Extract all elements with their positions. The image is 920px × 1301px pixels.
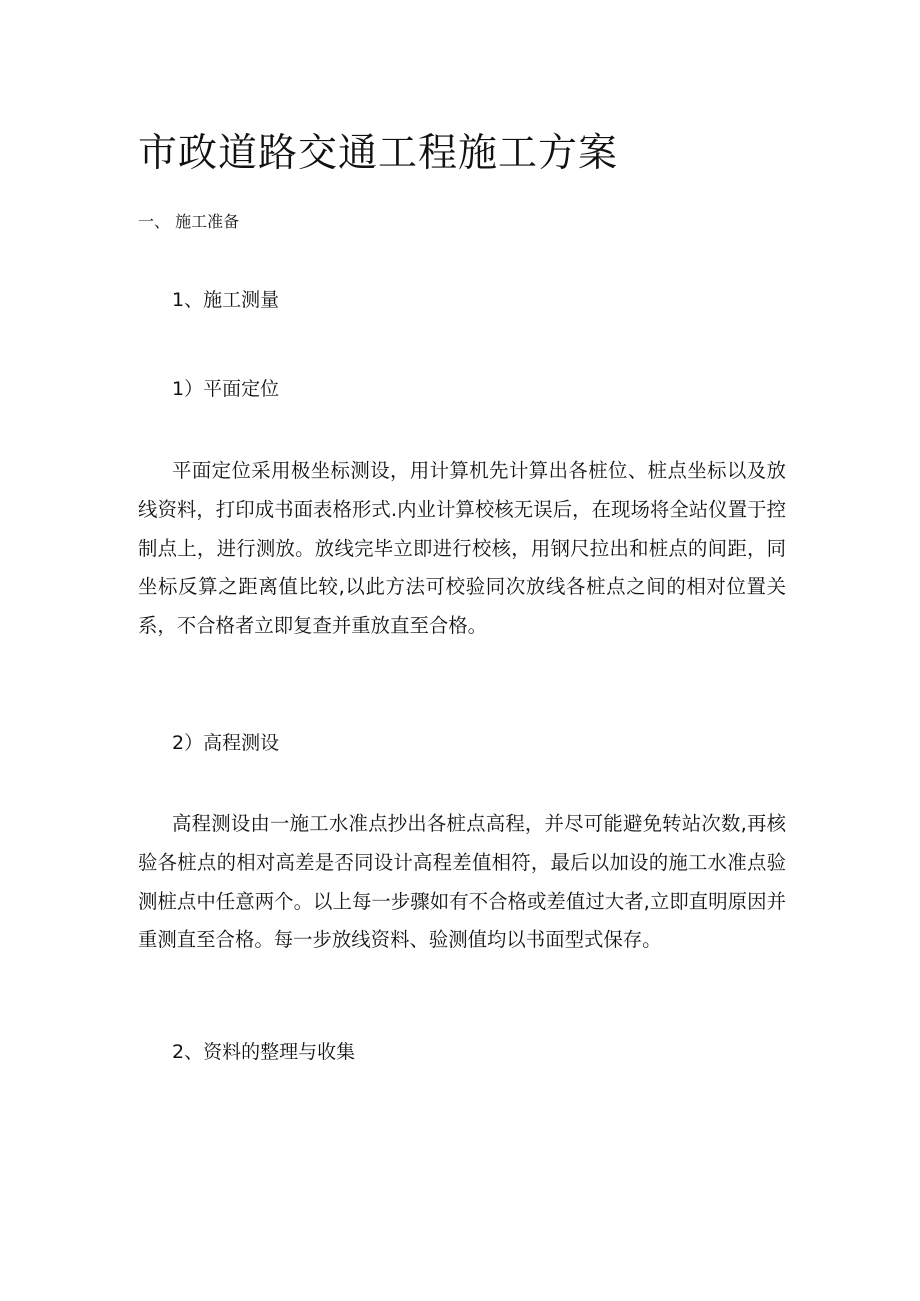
subsection-heading-data-collection: 2、资料的整理与收集 [172,1041,356,1063]
section-heading-construction-prep: 一、 施工准备 [138,212,240,231]
paragraph-plane-positioning: 平面定位采用极坐标测设，用计算机先计算出各桩位、桩点坐标以及放线资料，打印成书面表格形式.内业计算校核无误后，在现场将全站仪置于控制点上，进行测放。放线完毕立即进行校核，用钢尺拉出和桩点的间距，同坐标反算之距离值比较,以此方法可校验同次放线各桩点之间的相对位置关系，不合格者立即复查并重放直至合格。 [138,459,786,638]
subsection-heading-survey: 1、施工测量 [172,289,280,311]
document-title: 市政道路交通工程施工方案 [138,131,619,176]
item-heading-plane-positioning: 1）平面定位 [172,378,280,400]
item-heading-elevation-survey: 2）高程测设 [172,732,280,754]
paragraph-elevation-survey: 高程测设由一施工水准点抄出各桩点高程，并尽可能避免转站次数,再核验各桩点的相对高差是否同设计高程差值相符，最后以加设的施工水准点验测桩点中任意两个。以上每一步骤如有不合格或差值过大者,立即直明原因并重测直至合格。每一步放线资料、验测值均以书面型式保存。 [138,812,786,952]
